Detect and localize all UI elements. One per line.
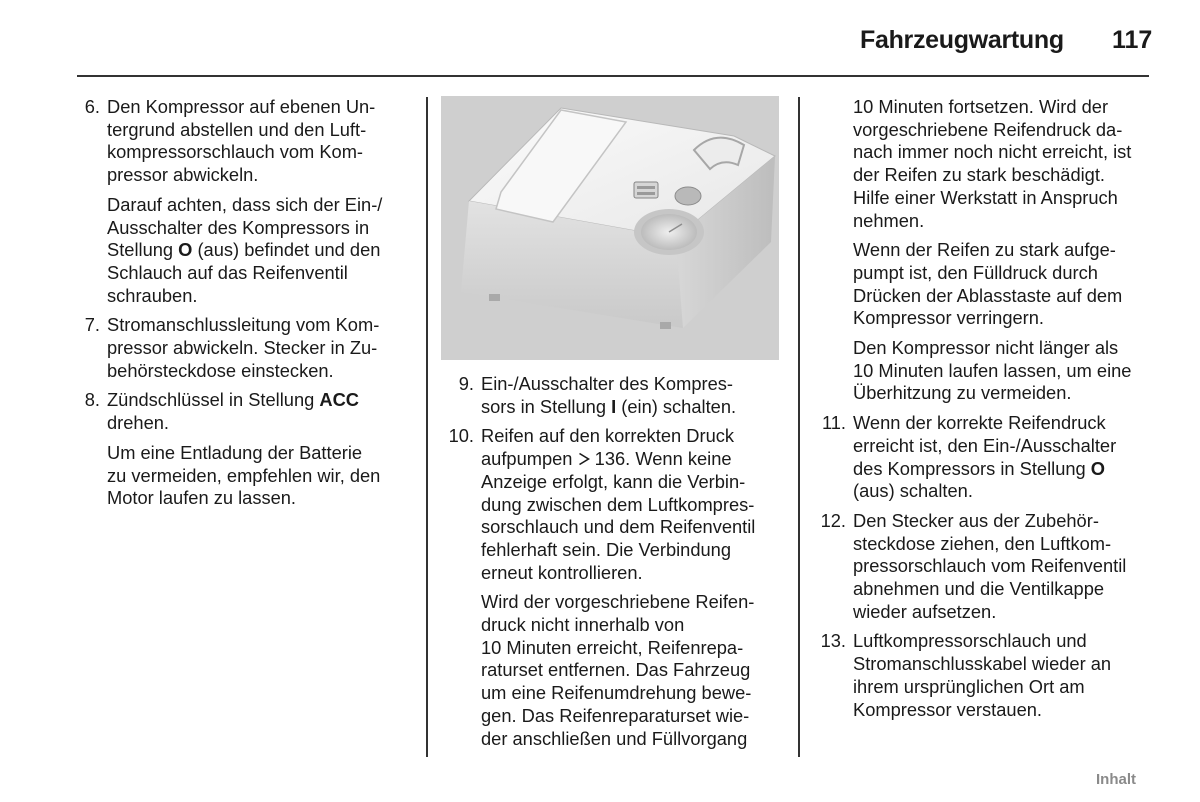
step-7 — [70, 314, 420, 382]
step-10 — [444, 425, 789, 584]
paragraph-10-minutes: Wird der vorgeschriebene Reifen- druck nicht innerhalb von 10 Minuten erreicht, Reifenrepa- raturset entfernen. Das Fahrzeug um eine Reifenumdrehung bewe- gen. Das Reifenreparaturset wie- der anschließen und Füllvorgang — [481, 591, 755, 749]
step-text: Den Stecker aus der Zubehör- steckdose ziehen, den Luftkom- pressorschlauch vom Reifenventil abnehmen und die Ventilkappe wieder aufsetzen. — [853, 509, 1127, 622]
step-13 — [816, 630, 1161, 721]
step-text: Luftkompressorschlauch und Stromanschlusskabel wieder an ihrem ursprünglichen Ort am Kompressor verstauen. — [853, 630, 1112, 720]
column-1 — [70, 96, 420, 510]
step-text: Reifen auf den korrekten Druck aufpumpen 136. Wenn keine Anzeige erfolgt, kann die Verbin- dung zwischen dem Luftkompres- sorschlauch und dem Reifenventil fehlerhaft sein. Die Verbindung erneut kontrollieren. — [481, 425, 756, 583]
page-reference-link[interactable]: 136 — [578, 448, 626, 469]
step-number: 12. — [820, 509, 846, 531]
column-3 — [816, 96, 1161, 721]
column-divider-right — [798, 97, 800, 757]
column-2 — [444, 373, 789, 750]
paragraph-battery-note: Um eine Entladung der Batterie zu vermeiden, empfehlen wir, den Motor laufen zu lassen. — [107, 441, 381, 509]
step-11 — [816, 412, 1161, 503]
paragraph-overinflated: Wenn der Reifen zu stark aufge- pumpt ist, den Fülldruck durch Drücken der Ablasstaste auf dem Kompressor verringern. — [853, 239, 1123, 329]
step-number: 7. — [84, 314, 100, 336]
page-number: 117 — [1112, 26, 1153, 54]
step-9 — [444, 373, 789, 418]
step-number: 11. — [821, 412, 846, 434]
step-6 — [70, 96, 420, 187]
step-12 — [816, 510, 1161, 624]
paragraph-hose-mount: Darauf achten, dass sich der Ein-/ Ausschalter des Kompressors in Stellung O (aus) befindet und den Schlauch auf das Reifenventil schrauben. — [107, 193, 383, 306]
step-number: 13. — [820, 630, 846, 652]
step-text: Zündschlüssel in Stellung ACC drehen. — [107, 389, 359, 434]
step-number: 6. — [84, 96, 100, 117]
step-8 — [70, 389, 420, 434]
step-number: 8. — [84, 389, 100, 411]
page-header-title: Fahrzeugwartung — [860, 26, 1064, 54]
column-divider-left — [426, 97, 428, 757]
paragraph-continuation: 10 Minuten fortsetzen. Wird der vorgeschriebene Reifendruck da- nach immer noch nicht erreicht, ist der Reifen zu stark beschädigt. Hilfe einer Werkstatt in Anspruch nehmen. — [853, 96, 1132, 231]
step-text: Stromanschlussleitung vom Kom- pressor abwickeln. Stecker in Zu- behörsteckdose einstecken. — [107, 314, 380, 381]
step-number: 9. — [458, 373, 474, 394]
page-reference-arrow-icon — [578, 448, 590, 469]
paragraph-overheat-warning: Den Kompressor nicht länger als 10 Minuten laufen lassen, um eine Überhitzung zu vermeiden. — [853, 337, 1132, 404]
step-number: 10. — [448, 425, 474, 447]
header-rule — [77, 75, 1149, 77]
step-text: Den Kompressor auf ebenen Un- tergrund abstellen und den Luft- kompressorschlauch vom Kom- pressor abwickeln. — [107, 96, 376, 186]
step-text: Wenn der korrekte Reifendruck erreicht ist, den Ein-/Ausschalter des Kompressors in Stellung O (aus) schalten. — [853, 412, 1117, 502]
table-of-contents-link[interactable]: Inhalt — [1096, 771, 1136, 788]
step-text: Ein-/Ausschalter des Kompres- sors in Stellung I (ein) schalten. — [481, 373, 737, 417]
compressor-illustration — [441, 96, 779, 360]
